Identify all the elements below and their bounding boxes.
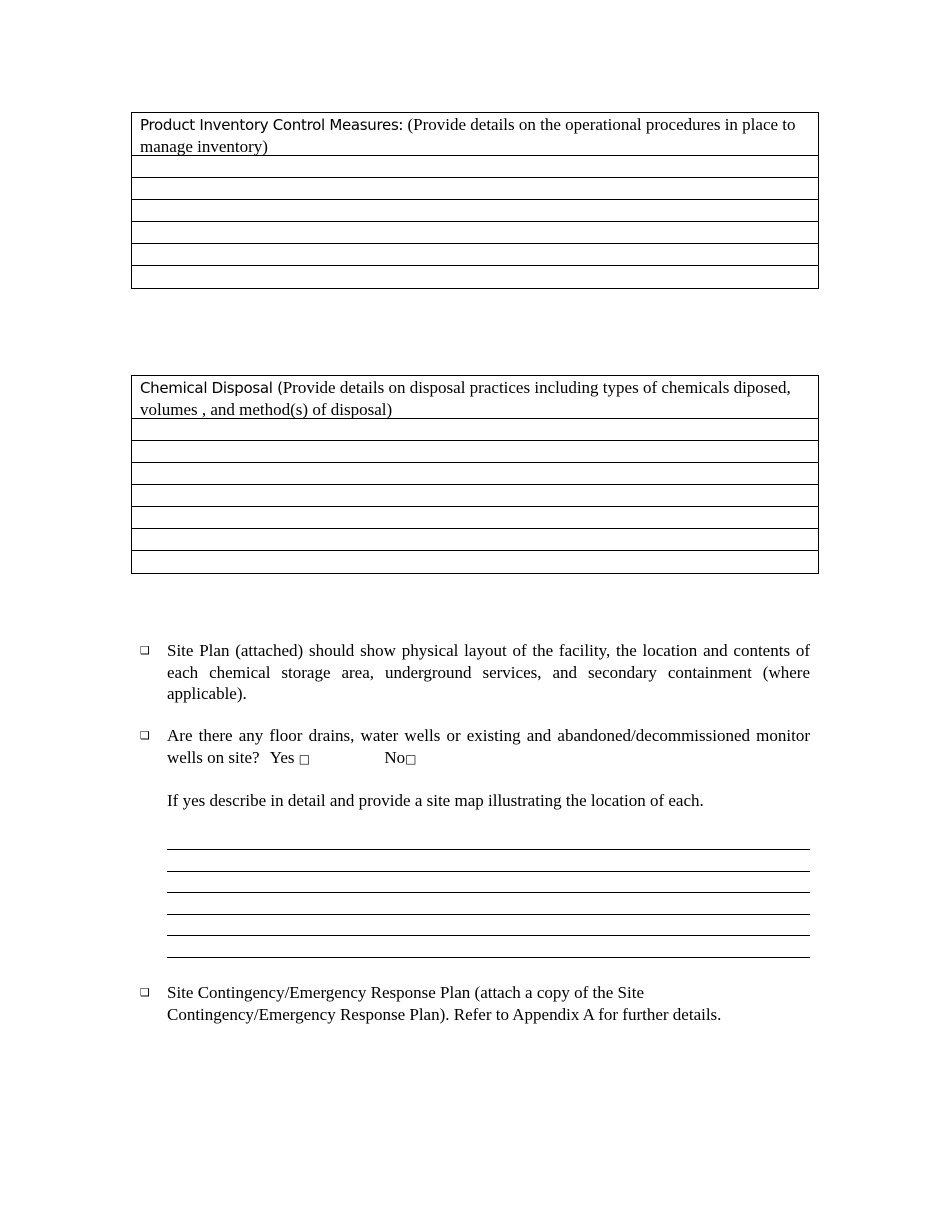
inventory-table-description: : (Provide details on the operational procedures in place to manage inventory) bbox=[140, 115, 796, 156]
table-row[interactable] bbox=[132, 156, 818, 178]
yes-checkbox-icon[interactable]: □ bbox=[298, 751, 311, 766]
table-row[interactable] bbox=[132, 551, 818, 573]
table-row[interactable] bbox=[132, 244, 818, 266]
contingency-line-2: Contingency/Emergency Response Plan). Refer to Appendix A for further details. bbox=[167, 1004, 722, 1024]
checkbox-bullet-icon[interactable]: ❑ bbox=[140, 644, 150, 657]
table-row[interactable] bbox=[132, 485, 818, 507]
no-checkbox-icon[interactable]: □ bbox=[405, 751, 417, 766]
answer-line[interactable] bbox=[167, 849, 810, 871]
checkbox-bullet-icon[interactable]: ❑ bbox=[140, 986, 150, 999]
chemical-disposal-table bbox=[131, 375, 819, 574]
yes-label: Yes bbox=[269, 747, 295, 767]
table-row[interactable] bbox=[132, 463, 818, 485]
answer-line[interactable] bbox=[167, 935, 810, 957]
table-row[interactable] bbox=[132, 441, 818, 463]
table-row[interactable] bbox=[132, 529, 818, 551]
table-row[interactable] bbox=[132, 266, 818, 288]
yes-option[interactable] bbox=[270, 748, 310, 767]
answer-line[interactable] bbox=[167, 871, 810, 893]
table-row[interactable] bbox=[132, 200, 818, 222]
disposal-table-description: Provide details on disposal practices including types of chemicals diposed, volumes , and method(s) of disposal) bbox=[140, 378, 791, 419]
disposal-table-title: Chemical Disposal ( bbox=[140, 379, 283, 397]
no-label: No bbox=[384, 747, 406, 767]
no-option[interactable] bbox=[384, 748, 416, 767]
drains-question-text: Are there any floor drains, water wells or existing and abandoned/decommissioned monitor wells on site? bbox=[167, 726, 810, 767]
inventory-table-title: Product Inventory Control Measures bbox=[140, 116, 399, 134]
checkbox-bullet-icon[interactable]: ❑ bbox=[140, 729, 150, 742]
inventory-table-header bbox=[132, 113, 818, 156]
inventory-control-table bbox=[131, 112, 819, 289]
if-yes-instructions: If yes describe in detail and provide a site map illustrating the location of each. bbox=[167, 791, 704, 810]
table-row[interactable] bbox=[132, 507, 818, 529]
table-row[interactable] bbox=[132, 222, 818, 244]
answer-lines[interactable] bbox=[167, 849, 810, 978]
answer-line[interactable] bbox=[167, 957, 810, 979]
contingency-line-1: Site Contingency/Emergency Response Plan (attach a copy of the Site bbox=[167, 983, 644, 1002]
inventory-table-rows bbox=[132, 156, 818, 288]
table-row[interactable] bbox=[132, 178, 818, 200]
contingency-plan-text bbox=[167, 982, 810, 1025]
answer-line[interactable] bbox=[167, 914, 810, 936]
site-plan-text: Site Plan (attached) should show physical layout of the facility, the location and contents of each chemical storage area, underground services, and secondary containment (where applicable). bbox=[167, 641, 810, 703]
drains-question-block bbox=[167, 725, 810, 770]
table-row[interactable] bbox=[132, 419, 818, 441]
disposal-table-header bbox=[132, 376, 818, 419]
disposal-table-rows bbox=[132, 419, 818, 573]
answer-line[interactable] bbox=[167, 892, 810, 914]
